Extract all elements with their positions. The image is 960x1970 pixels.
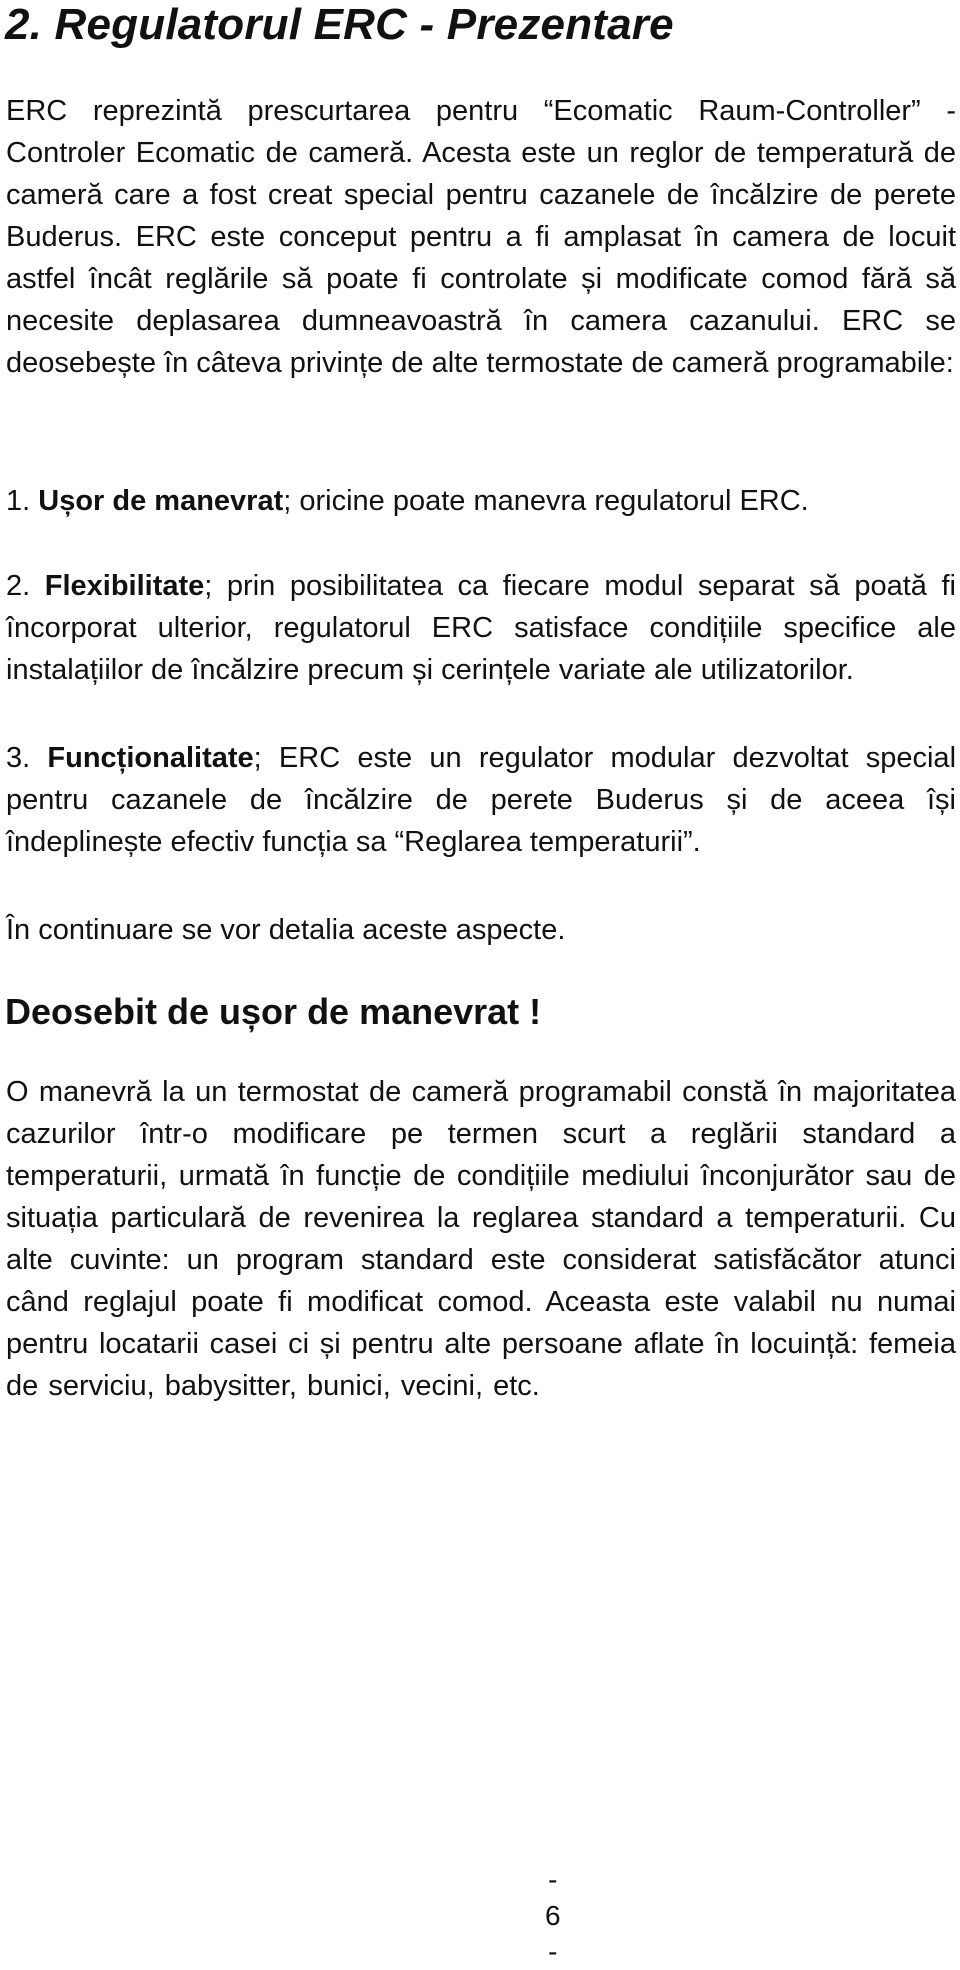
list-item-number: 1. [6,485,39,517]
list-item-keyword: Flexibilitate [44,570,205,602]
list-item-1 [6,480,956,522]
page-number [0,1862,960,1970]
section-heading: Deosebit de ușor de manevrat ! [5,991,542,1032]
list-item-2 [6,565,956,691]
page-title: 2. Regulatorul ERC - Prezentare [5,0,674,49]
list-item-number: 2. [6,570,45,602]
list-item-text: ; ERC este un regulator modular dezvoltat special pentru cazanele de încălzire de perete Buderus și de aceea își îndeplinește efectiv funcția sa “Reglarea temperaturii”. [6,742,957,858]
list-item-keyword: Funcționalitate [47,742,254,774]
continuation-paragraph: În continuare se vor detalia aceste aspecte. [6,914,566,946]
page-number-text: - 6 - [545,1864,561,1967]
list-item-3 [6,737,956,863]
list-item-text: ; oricine poate manevra regulatorul ERC. [283,485,809,517]
intro-paragraph: ERC reprezintă prescurtarea pentru “Ecomatic Raum-Controller” - Controler Ecomatic de cameră. Acesta este un reglor de temperatură de cameră care a fost creat special pentru cazanele de încălzire de perete Buderus. ERC este conceput pentru a fi amplasat în camera de locuit astfel încât reglările să poate fi controlate și modificate comod fără să necesite deplasarea dumneavoastră în camera cazanului. ERC se deosebește în câteva privințe de alte termostate de cameră programabile: [6,95,956,379]
body-paragraph: O manevră la un termostat de cameră programabil constă în majoritatea cazurilor într-o modificare pe termen scurt a reglării standard a temperaturii, urmată în funcție de condițiile mediului înconjurător sau de situația particulară de revenirea la reglarea standard a temperaturii. Cu alte cuvinte: un program standard este considerat satisfăcător atunci când reglajul poate fi modificat comod. Aceasta este valabil nu numai pentru locatarii casei ci și pentru alte persoane aflate în locuință: femeia de serviciu, babysitter, bunici, vecini, etc. [6,1076,956,1402]
list-item-number: 3. [6,742,48,774]
list-item-keyword: Ușor de manevrat [38,485,284,517]
list-item-text: ; prin posibilitatea ca fiecare modul separat să poată fi încorporat ulterior, regulatorul ERC satisface condițiile specifice ale instalațiilor de încălzire precum și cerințele variate ale utilizatorilor. [6,570,956,686]
